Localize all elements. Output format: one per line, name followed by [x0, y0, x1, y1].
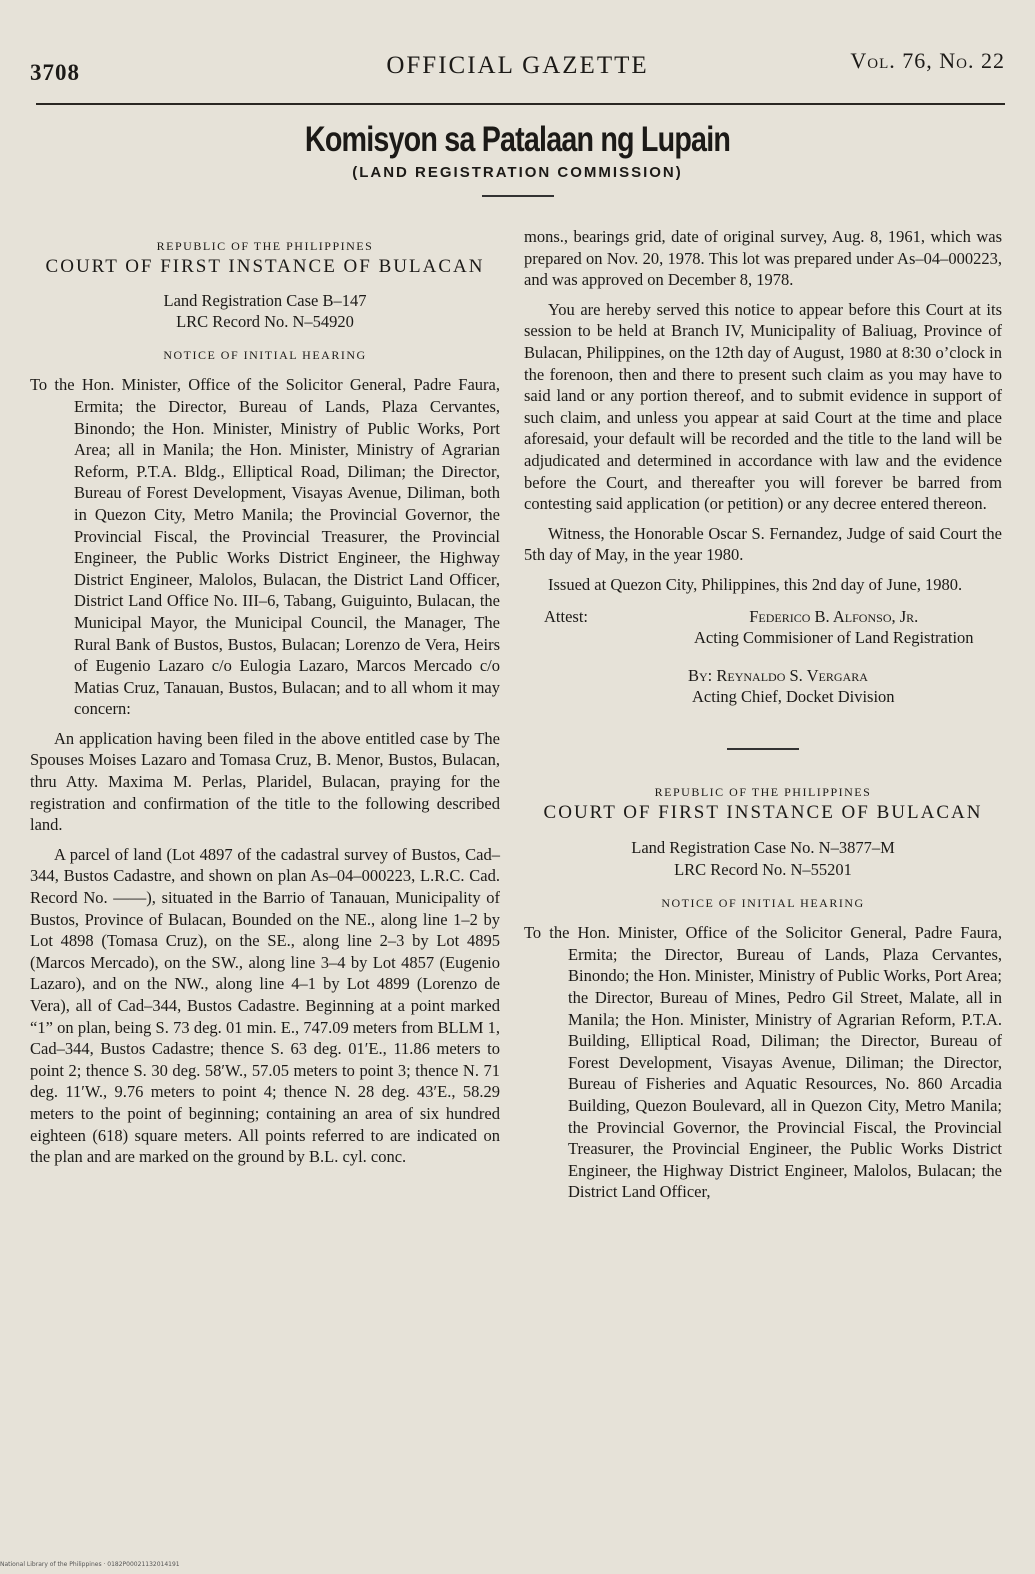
- by-title: Acting Chief, Docket Division: [692, 687, 895, 707]
- section-divider: [482, 195, 554, 197]
- attest-signature: [694, 606, 974, 649]
- notice-title: NOTICE OF INITIAL HEARING: [163, 347, 367, 362]
- republic-heading: REPUBLIC OF THE PHILIPPINES: [156, 239, 374, 253]
- court-heading-2: COURT OF FIRST INSTANCE OF BULACAN: [543, 801, 983, 823]
- court-heading: COURT OF FIRST INSTANCE OF BULACAN: [45, 256, 485, 277]
- notice-title-2: NOTICE OF INITIAL HEARING: [661, 895, 865, 910]
- section-heading: [0, 120, 1035, 197]
- page-header: [30, 48, 1005, 88]
- application-paragraph: An application having been filed in the above entitled case by The Spouses Moises Lazaro and Tomasa Cruz, B. Menor, Bustos, Bulacan, thru Atty. Maxima M. Perlas, Plaridel, Bulacan, praying for the registration and confirmation of the title to the following described land.: [30, 728, 500, 835]
- served-paragraph: You are hereby served this notice to appear before this Court at its session to be held at Branch IV, Municipality of Baliuag, Province of Bulacan, Philippines, on the 12th day of August, 1980 at 8:30 o’clock in the forenoon, then and there to present such claim as you may have to said land or any portion thereof, and to submit evidence in support of such claim, and unless you appear at said Court at the time and place aforesaid, your default will be recorded and the title to the land will be adjudicated and determined in accordance with law and the evidence before the Court, and thereafter you will forever be barred from contesting said application (or petition) or any decree entered thereon.: [524, 299, 1002, 514]
- attest-title: Acting Commisioner of Land Registration: [694, 628, 974, 648]
- scan-footer: National Library of the Philippines · 0182P00021132014191: [0, 1561, 180, 1568]
- by-name: By: Reynaldo S. Vergara: [688, 665, 868, 685]
- addressees-paragraph-2: To the Hon. Minister, Office of the Solicitor General, Padre Faura, Ermita; the Director, Bureau of Lands, Plaza Cervantes, Binondo; the Hon. Minister, Ministry of Public Works, Port Area; the Director, Bureau of Mines, Pedro Gil Street, Malate, all in Manila; the Hon. Minister, Ministry of Agrarian Reform, P.T.A. Building, Elliptical Road, Diliman; the Director, Bureau of Forest Development, Visayas Avenue, Diliman; the Director, Bureau of Fisheries and Aquatic Resources, No. 860 Arcadia Building, Quezon Boulevard, all in Quezon City, Metro Manila; the Provincial Governor, the Provincial Fiscal, the Provincial Treasurer, the Provincial Engineer, the Public Works District Engineer, the Highway District Engineer, Malolos, Bulacan; the District Land Officer,: [524, 923, 1002, 1202]
- addressees-paragraph: To the Hon. Minister, Office of the Solicitor General, Padre Faura, Ermita; the Director, Bureau of Lands, Plaza Cervantes, Binondo; the Hon. Minister, Ministry of Public Works, Port Area; all in Manila; the Hon. Minister, Ministry of Agrarian Reform, P.T.A. Bldg., Elliptical Road, Diliman; the Director, Bureau of Forest Development, Visayas Avenue, Diliman, both in Quezon City, Metro Manila; the Provincial Governor, the Provincial Fiscal, the Provincial Treasurer, the Provincial Engineer, the Public Works District Engineer, the Highway District Engineer, Malolos, Bulacan, the District Land Officer, District Land Office No. III–6, Tabang, Guiguinto, Bulacan, the Municipal Mayor, the Municipal Council, the Manager, The Rural Bank of Bustos, Bustos, Bulacan; Lorenzo de Vera, Heirs of Eugenio Lazaro c/o Eulogia Lazaro, Marcos Mercado c/o Matias Cruz, Tanauan, Bustos, Bulacan; and to all whom it may concern:: [30, 375, 500, 719]
- case-number: Land Registration Case B–147: [163, 290, 367, 310]
- right-column: [524, 226, 1002, 1203]
- by-block: [688, 665, 1002, 708]
- left-column: [30, 238, 500, 1168]
- section-title: Komisyon sa Patalaan ng Lupain: [304, 120, 731, 159]
- lrc-record-2: LRC Record No. N–55201: [674, 860, 852, 880]
- section-subtitle: (LAND REGISTRATION COMMISSION): [352, 164, 683, 181]
- publication-title: OFFICIAL GAZETTE: [386, 52, 649, 79]
- republic-heading-2: REPUBLIC OF THE PHILIPPINES: [654, 784, 872, 799]
- issued-paragraph: Issued at Quezon City, Philippines, this 2nd day of June, 1980.: [548, 574, 963, 594]
- header-divider: [36, 103, 1005, 105]
- volume-number: Vol. 76, No. 22: [850, 48, 1005, 73]
- parcel-paragraph-continued: mons., bearings grid, date of original survey, Aug. 8, 1961, which was prepared on Nov. 20, 1978. This lot was prepared under As–04–000223, and was approved on December 8, 1978.: [524, 227, 1002, 290]
- attest-name: Federico B. Alfonso, Jr.: [749, 606, 919, 626]
- parcel-paragraph: A parcel of land (Lot 4897 of the cadastral survey of Bustos, Cad–344, Bustos Cadastre, and shown on plan As–04–000223, L.R.C. Cad. Record No. ——), situated in the Barrio of Tanauan, Municipality of Bustos, Province of Bulacan, Bounded on the NE., along line 1–2 by Lot 4898 (Tomasa Cruz), on the SE., along line 2–3 by Lot 4895 (Marcos Mercado), on the SW., along line 3–4 by Lot 4857 (Eugenio Lazaro), and on the NW., along line 4–1 by Lot 4899 (Lorenzo de Vera), all of Cad–344, Bustos Cadastre. Beginning at a point marked “1” on plan, being S. 73 deg. 01 min. E., 747.09 meters from BLLM 1, Cad–344, Bustos Cadastre; thence S. 63 deg. 01′E., 11.86 meters to point 2; thence S. 30 deg. 58′W., 57.05 meters to point 3; thence N. 71 deg. 11′W., 9.76 meters to point 4; thence N. 28 deg. 43′E., 58.29 meters to the point of beginning; containing an area of six hundred eighteen (618) square meters. All points referred to are indicated on the plan and are marked on the ground by B.L. cyl. conc.: [30, 844, 500, 1167]
- notice-divider: [727, 748, 799, 750]
- page-number: 3708: [30, 60, 80, 85]
- witness-paragraph: Witness, the Honorable Oscar S. Fernandez, Judge of said Court the 5th day of May, in the year 1980.: [524, 523, 1002, 565]
- attest-block: [524, 606, 1002, 649]
- lrc-record: LRC Record No. N–54920: [176, 312, 354, 332]
- case-number-2: Land Registration Case No. N–3877–M: [631, 838, 895, 858]
- attest-label: Attest:: [544, 606, 588, 626]
